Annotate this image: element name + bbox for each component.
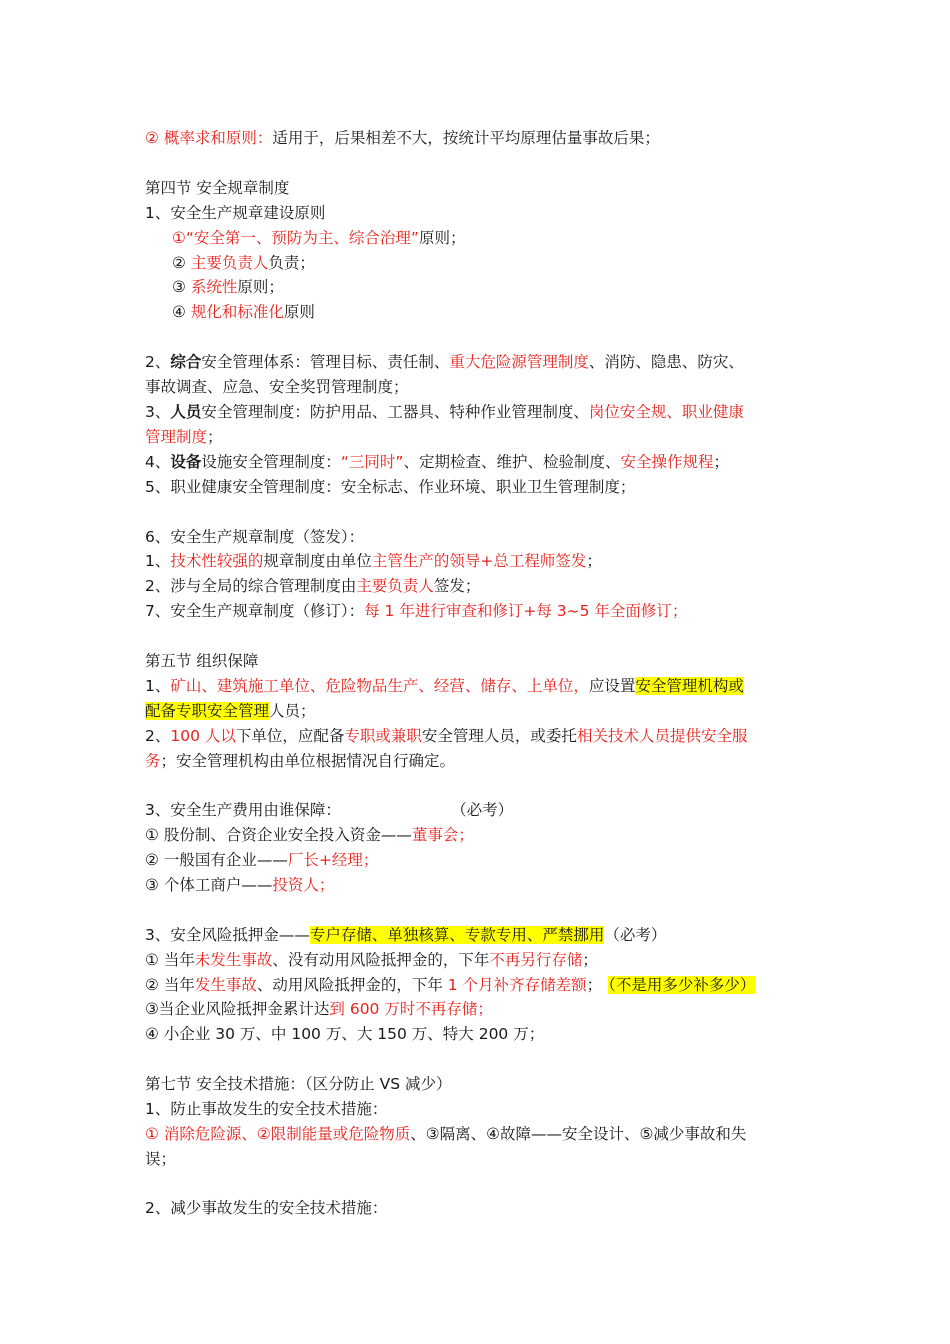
signing-item-1: 1、技术性较强的规章制度由单位主管生产的领导+总工程师签发； — [145, 552, 602, 570]
health-system-line: 5、职业健康安全管理制度：安全标志、作业环境、职业卫生管理制度； — [145, 478, 636, 496]
deposit-item-2: ② 当年发生事故、动用风险抵押金的，下年 1 个月补齐存储差额； （不是用多少补多少） — [145, 976, 756, 994]
org-item-1: 1、矿山、建筑施工单位、危险物品生产、经营、储存、上单位，应设置安全管理机构或 — [145, 677, 744, 695]
prevention-items-line-2: 误； — [145, 1150, 177, 1168]
probability-rule-line: ② 概率求和原则：适用于，后果相差不大，按统计平均原理估量事故后果； — [145, 129, 660, 147]
deposit-item-3: ③当企业风险抵押金累计达到 600 万时不再存储； — [145, 1000, 493, 1018]
deposit-item-1: ① 当年未发生事故、没有动用风险抵押金的，下年不再另行存储； — [145, 951, 598, 969]
section-4-title: 第四节 安全规章制度 — [145, 179, 290, 197]
section-7-title: 第七节 安全技术措施：（区分防止 VS 减少） — [145, 1075, 452, 1093]
reduction-heading: 2、减少事故发生的安全技术措施： — [145, 1199, 388, 1217]
funding-item-1: ① 股份制、合资企业安全投入资金——董事会； — [145, 826, 474, 844]
org-item-2: 2、100 人以下单位，应配备专职或兼职安全管理人员，或委托相关技术人员提供安全服 — [145, 727, 748, 745]
section-5-title: 第五节 组织保障 — [145, 652, 259, 670]
signing-item-2: 2、涉与全局的综合管理制度由主要负责人签发； — [145, 577, 481, 595]
org-item-2-line-2: 务；安全管理机构由单位根据情况自行确定。 — [145, 752, 456, 770]
funding-heading: 3、安全生产费用由谁保障： （必考） — [145, 801, 514, 819]
signing-heading: 6、安全生产规章制度（签发）： — [145, 528, 365, 546]
deposit-item-4: ④ 小企业 30 万、中 100 万、大 150 万、特大 200 万； — [145, 1025, 545, 1043]
principle-item-1: ①“安全第一、预防为主、综合治理”原则； — [172, 229, 466, 247]
rule-principle-heading: 1、安全生产规章建设原则 — [145, 204, 326, 222]
personnel-system-line-2: 管理制度； — [145, 428, 223, 446]
prevention-heading: 1、防止事故发生的安全技术措施： — [145, 1100, 388, 1118]
principle-item-4: ④ 规化和标准化原则 — [172, 303, 315, 321]
comprehensive-system-line-2: 事故调查、应急、安全奖罚管理制度； — [145, 378, 409, 396]
principle-item-2: ② 主要负责人负责； — [172, 254, 315, 272]
personnel-system-line: 3、人员安全管理制度：防护用品、工器具、特种作业管理制度、岗位安全规、职业健康 — [145, 403, 744, 421]
prevention-items: ① 消除危险源、②限制能量或危险物质、③隔离、④故障——安全设计、⑤减少事故和失 — [145, 1125, 747, 1143]
funding-item-3: ③ 个体工商户——投资人； — [145, 876, 335, 894]
deposit-heading: 3、安全风险抵押金——专户存储、单独核算、专款专用、严禁挪用（必考） — [145, 926, 667, 944]
comprehensive-system-line: 2、综合安全管理体系：管理目标、责任制、重大危险源管理制度、消防、隐患、防灾、 — [145, 353, 744, 371]
equipment-system-line: 4、设备设施安全管理制度：“三同时”、定期检查、维护、检验制度、安全操作规程； — [145, 453, 730, 471]
funding-item-2: ② 一般国有企业——厂长+经理； — [145, 851, 379, 869]
org-item-1-line-2: 配备专职安全管理人员； — [145, 702, 316, 720]
revision-line: 7、安全生产规章制度（修订）：每 1 年进行审查和修订+每 3~5 年全面修订； — [145, 602, 688, 620]
principle-item-3: ③ 系统性原则； — [172, 278, 284, 296]
